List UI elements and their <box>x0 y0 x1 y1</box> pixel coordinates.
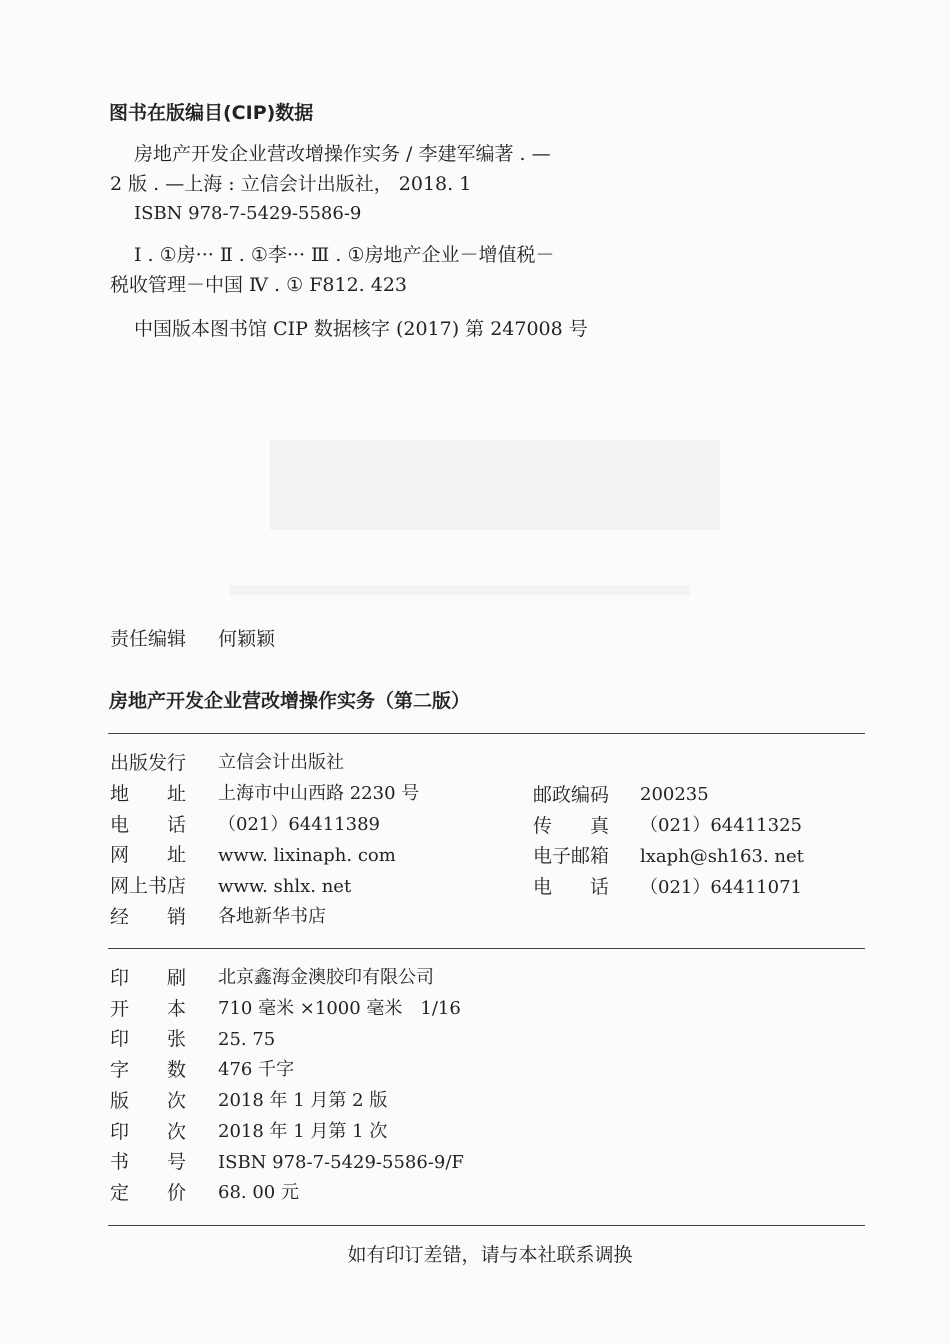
email-value: lxaph@sh163. net <box>640 846 804 867</box>
price-label: 定 价 <box>110 1182 187 1204</box>
publisher-value: 立信会计出版社 <box>218 752 344 773</box>
fax-label: 传 真 <box>533 815 610 837</box>
address-value: 上海市中山西路 2230 号 <box>218 783 420 804</box>
format-label: 开 本 <box>110 998 187 1020</box>
cip-isbn: ISBN 978-7-5429-5586-9 <box>134 203 362 224</box>
word-count-value: 476 千字 <box>218 1059 295 1080</box>
footer-notice: 如有印订差错，请与本社联系调换 <box>347 1244 633 1266</box>
postcode-label: 邮政编码 <box>533 784 610 806</box>
distributor-value: 各地新华书店 <box>218 906 326 927</box>
cip-classification-line1: Ⅰ . ①房··· Ⅱ . ①李··· Ⅲ . ①房地产企业－增值税－ <box>134 244 555 266</box>
printer-label: 印 刷 <box>110 967 187 989</box>
word-count-label: 字 数 <box>110 1059 187 1081</box>
edition-label: 版 次 <box>110 1090 187 1112</box>
fax-value: （021）64411325 <box>640 815 802 836</box>
cip-edition-line: 2 版 . —上海 : 立信会计出版社， 2018. 1 <box>110 173 472 195</box>
edition-value: 2018 年 1 月第 2 版 <box>218 1090 388 1111</box>
cip-approval-number: 中国版本图书馆 CIP 数据核字 (2017) 第 247008 号 <box>134 318 588 340</box>
divider-top <box>108 733 865 734</box>
book-number-label: 书 号 <box>110 1151 187 1173</box>
phone2-label: 电 话 <box>533 876 610 898</box>
cip-title-line: 房地产开发企业营改增操作实务 / 李建军编著 . — <box>134 143 551 165</box>
distributor-label: 经 销 <box>110 906 187 928</box>
bleed-through-line <box>230 585 690 595</box>
editor-name: 何颖颖 <box>218 628 276 650</box>
cip-heading: 图书在版编目(CIP)数据 <box>109 102 314 124</box>
format-value: 710 毫米 ×1000 毫米 1/16 <box>218 998 461 1019</box>
editor-label: 责任编辑 <box>110 628 187 650</box>
postcode-value: 200235 <box>640 784 709 805</box>
website-label: 网 址 <box>110 844 187 866</box>
bleed-through-mark <box>270 440 720 530</box>
phone-value: （021）64411389 <box>218 814 380 835</box>
printer-value: 北京鑫海金澳胶印有限公司 <box>218 967 434 988</box>
price-value: 68. 00 元 <box>218 1182 299 1203</box>
impression-value: 2018 年 1 月第 1 次 <box>218 1121 388 1142</box>
publisher-label: 出版发行 <box>110 752 187 774</box>
book-title: 房地产开发企业营改增操作实务（第二版） <box>109 690 471 712</box>
online-store-value: www. shlx. net <box>218 876 352 897</box>
email-label: 电子邮箱 <box>533 845 610 867</box>
phone-label: 电 话 <box>110 814 187 836</box>
impression-label: 印 次 <box>110 1121 187 1143</box>
cip-classification-line2: 税收管理－中国 Ⅳ . ① F812. 423 <box>110 274 408 296</box>
website-value: www. lixinaph. com <box>218 845 396 866</box>
sheets-label: 印 张 <box>110 1028 187 1050</box>
online-store-label: 网上书店 <box>110 875 187 897</box>
book-number-value: ISBN 978-7-5429-5586-9/F <box>218 1152 464 1173</box>
divider-bottom <box>108 1225 865 1226</box>
phone2-value: （021）64411071 <box>640 877 802 898</box>
address-label: 地 址 <box>110 783 187 805</box>
divider-middle <box>108 948 865 949</box>
sheets-value: 25. 75 <box>218 1029 276 1050</box>
